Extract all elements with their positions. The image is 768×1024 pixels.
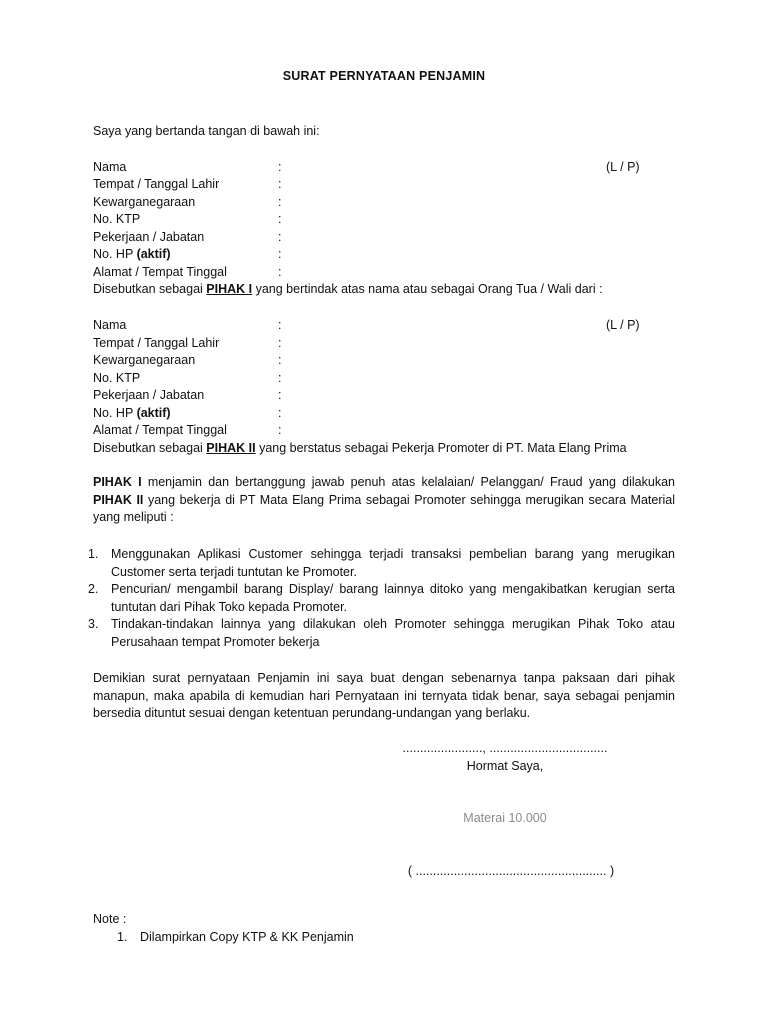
document-title: SURAT PERNYATAAN PENJAMIN bbox=[282, 69, 486, 83]
field-colon: : bbox=[278, 423, 282, 437]
materai-stamp-placeholder: Materai 10.000 bbox=[463, 811, 547, 825]
pihak2-nama-row bbox=[93, 317, 653, 334]
pihak1-hp-row bbox=[93, 246, 653, 263]
list-number: 1. bbox=[88, 547, 99, 561]
gender-option: (L / P) bbox=[606, 318, 640, 332]
field-label: Nama bbox=[93, 160, 127, 174]
pihak1-ktp-row bbox=[93, 211, 653, 228]
field-colon: : bbox=[278, 194, 282, 209]
pihak2-ttl-row bbox=[93, 335, 653, 352]
field-label: Pekerjaan / Jabatan bbox=[93, 388, 205, 402]
field-label: No. KTP bbox=[93, 370, 141, 385]
guarantee-paragraph bbox=[93, 474, 675, 527]
statement-text: Disebutkan sebagai bbox=[93, 282, 207, 296]
field-label: Tempat / Tanggal Lahir bbox=[93, 335, 220, 350]
list-text: Pencurian/ mengambil barang Display/ barang lainnya ditoko yang mengakibatkan kerugian serta tuntutan dari Pihak Toko kepada Promoter. bbox=[111, 582, 675, 614]
pihak1-label: PIHAK I bbox=[206, 282, 253, 296]
place-date-line: ......................., .................................. bbox=[402, 741, 608, 755]
field-label: No. KTP bbox=[93, 212, 141, 226]
field-colon: : bbox=[278, 264, 282, 279]
field-colon: : bbox=[278, 388, 282, 402]
pihak2-alamat-row bbox=[93, 422, 653, 439]
pihak2-kewarganegaraan-row bbox=[93, 352, 653, 369]
gender-option: (L / P) bbox=[606, 160, 640, 174]
field-colon: : bbox=[278, 160, 282, 174]
statement-text: Disebutkan sebagai bbox=[93, 440, 207, 455]
field-colon: : bbox=[278, 405, 282, 420]
paragraph-text: yang bekerja di PT Mata Elang Prima sebagai Promoter sehingga merugikan secara Material yang meliputi : bbox=[93, 492, 675, 524]
field-colon: : bbox=[278, 370, 282, 385]
field-label: Alamat / Tempat Tinggal bbox=[93, 264, 227, 279]
pihak2-label: PIHAK II bbox=[206, 440, 256, 455]
pihak1-statement bbox=[93, 281, 603, 298]
pihak1-kewarganegaraan-row bbox=[93, 194, 653, 211]
hormat-saya: Hormat Saya, bbox=[466, 759, 544, 773]
note-item-text: Dilampirkan Copy KTP & KK Penjamin bbox=[140, 930, 354, 944]
field-colon: : bbox=[278, 229, 282, 244]
field-colon: : bbox=[278, 177, 282, 191]
list-number: 2. bbox=[88, 582, 99, 596]
field-label: Nama bbox=[93, 318, 127, 332]
list-text: Menggunakan Aplikasi Customer sehingga terjadi transaksi pembelian barang yang merugikan Customer serta terjadi tuntutan ke Promoter. bbox=[111, 547, 675, 579]
field-label: Alamat / Tempat Tinggal bbox=[93, 423, 227, 437]
field-label: Kewarganegaraan bbox=[93, 194, 196, 209]
intro-text: Saya yang bertanda tangan di bawah ini: bbox=[93, 124, 320, 138]
pihak1-ttl-row bbox=[93, 176, 653, 193]
field-label-bold: (aktif) bbox=[136, 405, 171, 420]
field-colon: : bbox=[278, 318, 282, 332]
field-label-bold: (aktif) bbox=[136, 247, 171, 261]
pihak1-label: PIHAK I bbox=[93, 475, 142, 489]
list-text: Tindakan-tindakan lainnya yang dilakukan oleh Promoter sehingga merugikan Pihak Toko atau Perusahaan tempat Promoter bekerja bbox=[111, 617, 675, 649]
paragraph-text: menjamin dan bertanggung jawab penuh atas kelalaian/ Pelanggan/ Fraud yang dilakukan bbox=[141, 475, 675, 489]
pihak1-nama-row bbox=[93, 159, 653, 176]
field-label-text: No. HP bbox=[93, 405, 134, 420]
field-colon: : bbox=[278, 212, 282, 226]
field-label: Pekerjaan / Jabatan bbox=[93, 229, 205, 244]
field-colon: : bbox=[278, 353, 282, 367]
pihak2-statement bbox=[93, 440, 627, 457]
pihak2-hp-row bbox=[93, 405, 653, 422]
field-label: Kewarganegaraan bbox=[93, 353, 196, 367]
field-label: Tempat / Tanggal Lahir bbox=[93, 177, 220, 191]
list-number: 3. bbox=[88, 617, 99, 631]
field-colon: : bbox=[278, 335, 282, 350]
statement-text: yang bertindak atas nama atau sebagai Orang Tua / Wali dari : bbox=[252, 282, 603, 296]
statement-text: yang berstatus sebagai Pekerja Promoter di PT. Mata Elang Prima bbox=[255, 440, 627, 455]
pihak1-alamat-row bbox=[93, 264, 653, 281]
pihak1-pekerjaan-row bbox=[93, 229, 653, 246]
signature-name-line: ( ....................................................... ) bbox=[407, 864, 615, 878]
field-label-text: No. HP bbox=[93, 247, 134, 261]
pihak2-pekerjaan-row bbox=[93, 387, 653, 404]
closing-paragraph: Demikian surat pernyataan Penjamin ini saya buat dengan sebenarnya tanpa paksaan dari pihak manapun, maka apabila di kemudian hari Pernyataan ini ternyata tidak benar, saya sebagai penjamin bersedia dituntut sesuai dengan ketentuan perundang-undangan yang berlaku. bbox=[93, 671, 675, 720]
note-item-number: 1. bbox=[117, 930, 128, 944]
pihak2-ktp-row bbox=[93, 370, 653, 387]
pihak2-label: PIHAK II bbox=[93, 492, 144, 507]
field-label bbox=[93, 405, 171, 422]
field-label bbox=[93, 246, 171, 263]
field-colon: : bbox=[278, 247, 282, 261]
note-label: Note : bbox=[93, 912, 127, 926]
